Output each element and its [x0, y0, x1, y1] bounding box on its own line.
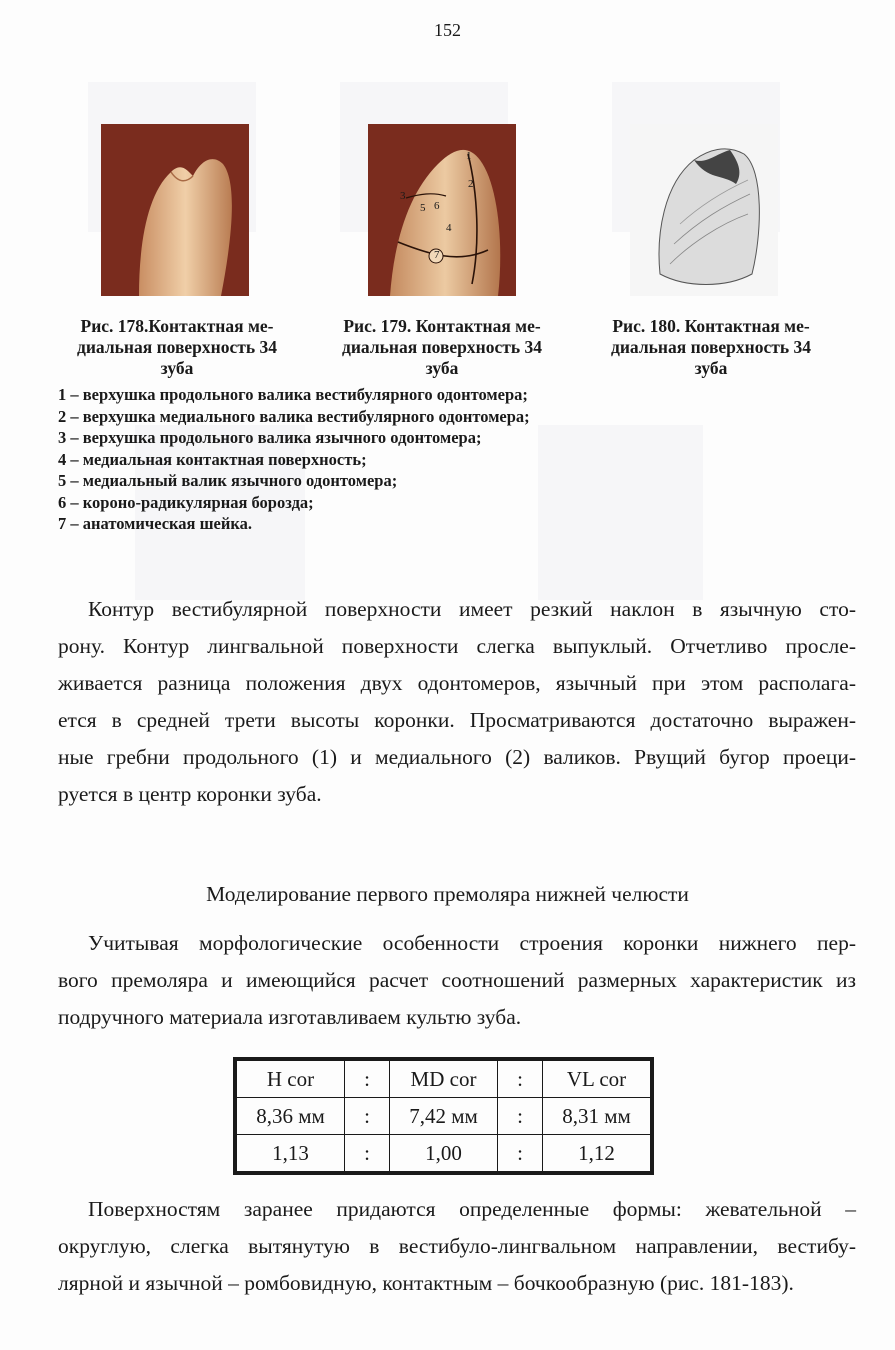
table-cell: VL cor	[543, 1059, 653, 1098]
legend-item: 1 – верхушка продольного валика вестибулярного одонтомера;	[58, 385, 528, 404]
figure-178-caption	[47, 316, 307, 379]
table-cell: 1,00	[390, 1135, 498, 1174]
ratio-table	[233, 1057, 654, 1175]
caption-line: зуба	[425, 358, 459, 378]
legend-item: 4 – медиальная контактная поверхность;	[58, 449, 367, 469]
text-line: живается разница положения двух одонтомеров, язычный при этом располага-	[58, 671, 856, 695]
marker-4: 4	[446, 222, 452, 234]
table-cell-separator: :	[498, 1135, 543, 1174]
page-number: 152	[434, 20, 461, 40]
text-line: руется в центр коронки зуба.	[58, 782, 322, 806]
table-cell-separator: :	[345, 1059, 390, 1098]
text-line: Учитывая морфологические особенности строения коронки нижнего пер-	[88, 931, 856, 955]
caption-line: диальная поверхность 34	[610, 337, 811, 357]
body-paragraph-surfaces	[58, 1191, 856, 1302]
text-line: вого премоляра и имеющийся расчет соотношений размерных характеристик из	[58, 968, 856, 992]
table-row	[235, 1059, 652, 1098]
text-line: Поверхностям заранее придаются определенные формы: жевательной –	[88, 1197, 856, 1221]
body-paragraph-contour	[58, 591, 856, 813]
marker-7: 7	[434, 249, 440, 261]
text-line: подручного материала изготавливаем культю зуба.	[58, 1005, 522, 1029]
table-cell: H cor	[235, 1059, 345, 1098]
marker-6: 6	[434, 200, 440, 212]
section-heading: Моделирование первого премоляра нижней челюсти	[206, 882, 689, 906]
caption-line: зуба	[694, 358, 728, 378]
marker-5: 5	[420, 202, 426, 214]
text-line: округлую, слегка вытянутую в вестибуло-лингвальном направлении, вестибу-	[58, 1234, 856, 1258]
table-cell-separator: :	[345, 1098, 390, 1135]
table-cell-separator: :	[345, 1135, 390, 1174]
figure-179-caption	[312, 316, 572, 379]
table-cell-separator: :	[498, 1098, 543, 1135]
table-row	[235, 1135, 652, 1174]
text-line: ется в средней трети высоты коронки. Просматриваются достаточно выражен-	[58, 708, 856, 732]
figure-legend	[58, 384, 530, 535]
table-cell: 1,12	[543, 1135, 653, 1174]
legend-item: 6 – короно-радикулярная борозда;	[58, 492, 314, 512]
table-cell: 8,36 мм	[235, 1098, 345, 1135]
text-line: лярной и язычной – ромбовидную, контактным – бочкообразную (рис. 181-183).	[58, 1271, 794, 1295]
legend-item: 5 – медиальный валик язычного одонтомера;	[58, 471, 398, 490]
table-row	[235, 1098, 652, 1135]
table-cell: 1,13	[235, 1135, 345, 1174]
table-cell: MD cor	[390, 1059, 498, 1098]
text-line: ные гребни продольного (1) и медиального (2) валиков. Рвущий бугор проеци-	[58, 745, 856, 769]
marker-1: 1	[466, 150, 472, 162]
table-cell: 7,42 мм	[390, 1098, 498, 1135]
body-paragraph-modeling	[58, 925, 856, 1036]
figure-180-caption	[581, 316, 841, 379]
marker-3: 3	[400, 190, 406, 202]
caption-line: диальная поверхность 34	[76, 337, 277, 357]
legend-item: 7 – анатомическая шейка.	[58, 514, 253, 533]
table-cell-separator: :	[498, 1059, 543, 1098]
marker-2: 2	[468, 178, 474, 190]
caption-line: Рис. 178.Контактная ме-	[80, 316, 274, 336]
text-line: рону. Контур лингвальной поверхности слегка выпуклый. Отчетливо просле-	[58, 634, 856, 658]
caption-line: Рис. 179. Контактная ме-	[343, 316, 541, 336]
figure-179-image	[368, 124, 516, 296]
caption-line: диальная поверхность 34	[341, 337, 542, 357]
figure-178-image	[101, 124, 249, 296]
caption-line: Рис. 180. Контактная ме-	[612, 316, 810, 336]
table-cell: 8,31 мм	[543, 1098, 653, 1135]
bleed-through-figure	[538, 425, 703, 600]
legend-item: 3 – верхушка продольного валика язычного одонтомера;	[58, 428, 482, 447]
text-line: Контур вестибулярной поверхности имеет резкий наклон в язычную сто-	[88, 597, 856, 621]
legend-item: 2 – верхушка медиального валика вестибулярного одонтомера;	[58, 406, 530, 426]
caption-line: зуба	[160, 358, 194, 378]
figure-180-image	[630, 124, 778, 296]
